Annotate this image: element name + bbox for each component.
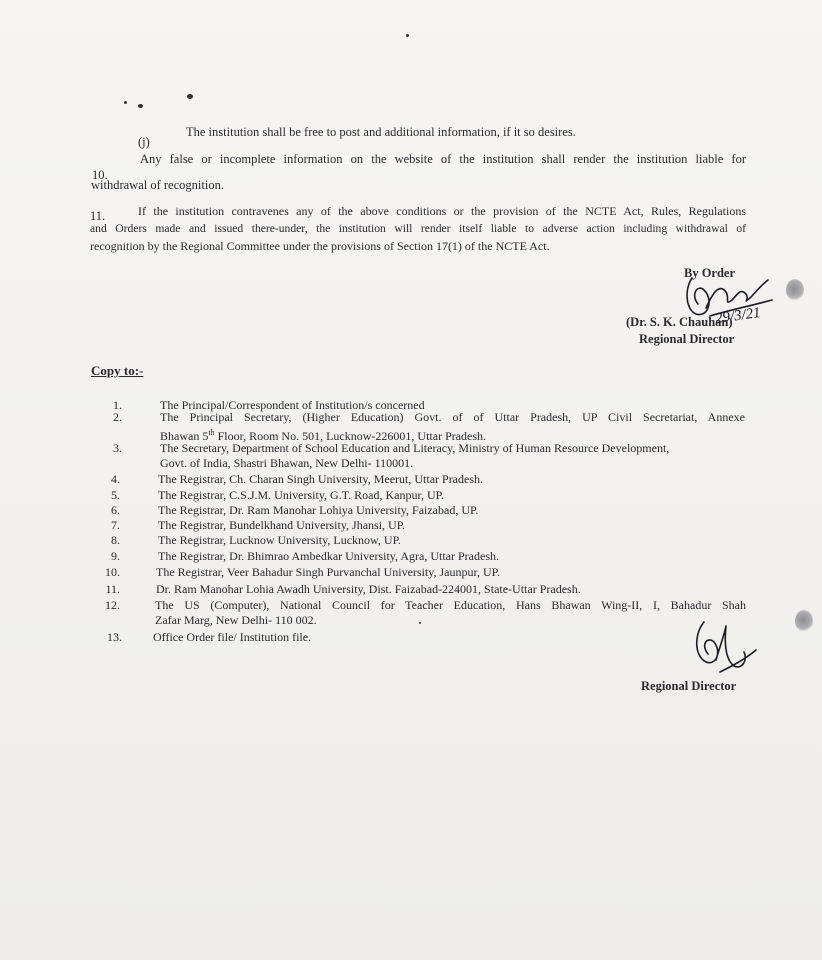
item-10-number: 10. [92,168,108,182]
copy-item-number: 9. [111,549,120,563]
item-11-number: 11. [90,209,106,223]
signatory-title: Regional Director [639,332,735,346]
signature-date-scrawl: 29/3/21 [714,304,762,328]
copy-item-text: The Registrar, Dr. Ram Manohar Lohiya University, Faizabad, UP. [158,503,479,517]
by-order-label: By Order [684,266,736,280]
copy-item-text: The Principal/Correspondent of Institution/s concerned [160,398,425,412]
item-11-line2: and Orders made and issued there-under, the institution will render itself liable to adverse action including withdrawal of [90,222,746,235]
item-11-line1: If the institution contravenes any of the above conditions or the provision of the NCTE Act, Rules, Regulations [138,204,746,218]
copy-item-text: The Secretary, Department of School Education and Literacy, Ministry of Human Resource Development, [160,441,670,455]
bottom-signature-scribble [686,616,766,678]
item-10-line2: withdrawal of recognition. [91,178,224,192]
copy-item-text: The Registrar, Veer Bahadur Singh Purvanchal University, Jaunpur, UP. [156,565,500,579]
item-j-text: The institution shall be free to post and additional information, if it so desires. [186,125,576,139]
copy-item-number: 7. [111,518,120,532]
copy-item-text: The Registrar, Ch. Charan Singh University, Meerut, Uttar Pradesh. [158,472,484,486]
copy-item-text: Dr. Ram Manohar Lohia Awadh University, Dist. Faizabad-224001, State-Uttar Pradesh. [156,582,581,596]
copy-item-number: 2. [113,410,122,424]
copy-item-text: The Registrar, Lucknow University, Lucknow, UP. [158,533,401,547]
scan-speck [124,101,127,104]
copy-item-number: 3. [113,441,122,455]
signatory-name: (Dr. S. K. Chauhan) [626,315,733,329]
item-10-line1: Any false or incomplete information on the website of the institution shall render the institution liable for [140,152,746,166]
scan-speck [406,34,409,37]
copy-item-text-continued: Bhawan 5th Floor, Room No. 501, Lucknow-226001, Uttar Pradesh. [160,428,487,443]
copy-item-number: 4. [111,472,120,486]
bottom-signatory-title: Regional Director [641,679,737,693]
copy-item-number: 13. [107,630,122,644]
scan-speck [138,104,143,108]
copy-to-heading: Copy to:- [91,363,144,378]
copy-item-text: Office Order file/ Institution file. [153,630,312,644]
item-11-line3: recognition by the Regional Committee under the provisions of Section 17(1) of the NCTE Act. [90,239,550,253]
copy-item-number: 8. [111,533,120,547]
copy-item-number: 1. [113,398,122,412]
copy-item-number: 11. [105,582,120,596]
punch-hole-mark [795,610,813,632]
scan-speck [187,94,193,99]
copy-item-text: The Registrar, Bundelkhand University, Jhansi, UP. [158,518,406,532]
item-j-label: (j) [138,135,150,149]
copy-item-text: The Principal Secretary, (Higher Education) Govt. of of Uttar Pradesh, UP Civil Secretariat, Annexe [160,410,745,424]
copy-item-text: The Registrar, C.S.J.M. University, G.T. Road, Kanpur, UP. [158,488,445,502]
copy-item-number: 12. [105,598,120,612]
copy-item-text: The Registrar, Dr. Bhimrao Ambedkar University, Agra, Uttar Pradesh. [158,549,499,563]
copy-item-text-continued: Govt. of India, Shastri Bhawan, New Delhi- 110001. [160,456,414,470]
copy-item-number: 10. [105,565,120,579]
copy-item-number: 6. [111,503,120,517]
punch-hole-mark [786,279,804,301]
copy-item-number: 5. [111,488,120,502]
scan-speck [419,622,421,624]
copy-item-text-continued: Zafar Marg, New Delhi- 110 002. [155,613,317,627]
copy-item-text: The US (Computer), National Council for Teacher Education, Hans Bhawan Wing-II, I, Bahadur Shah [155,598,746,612]
